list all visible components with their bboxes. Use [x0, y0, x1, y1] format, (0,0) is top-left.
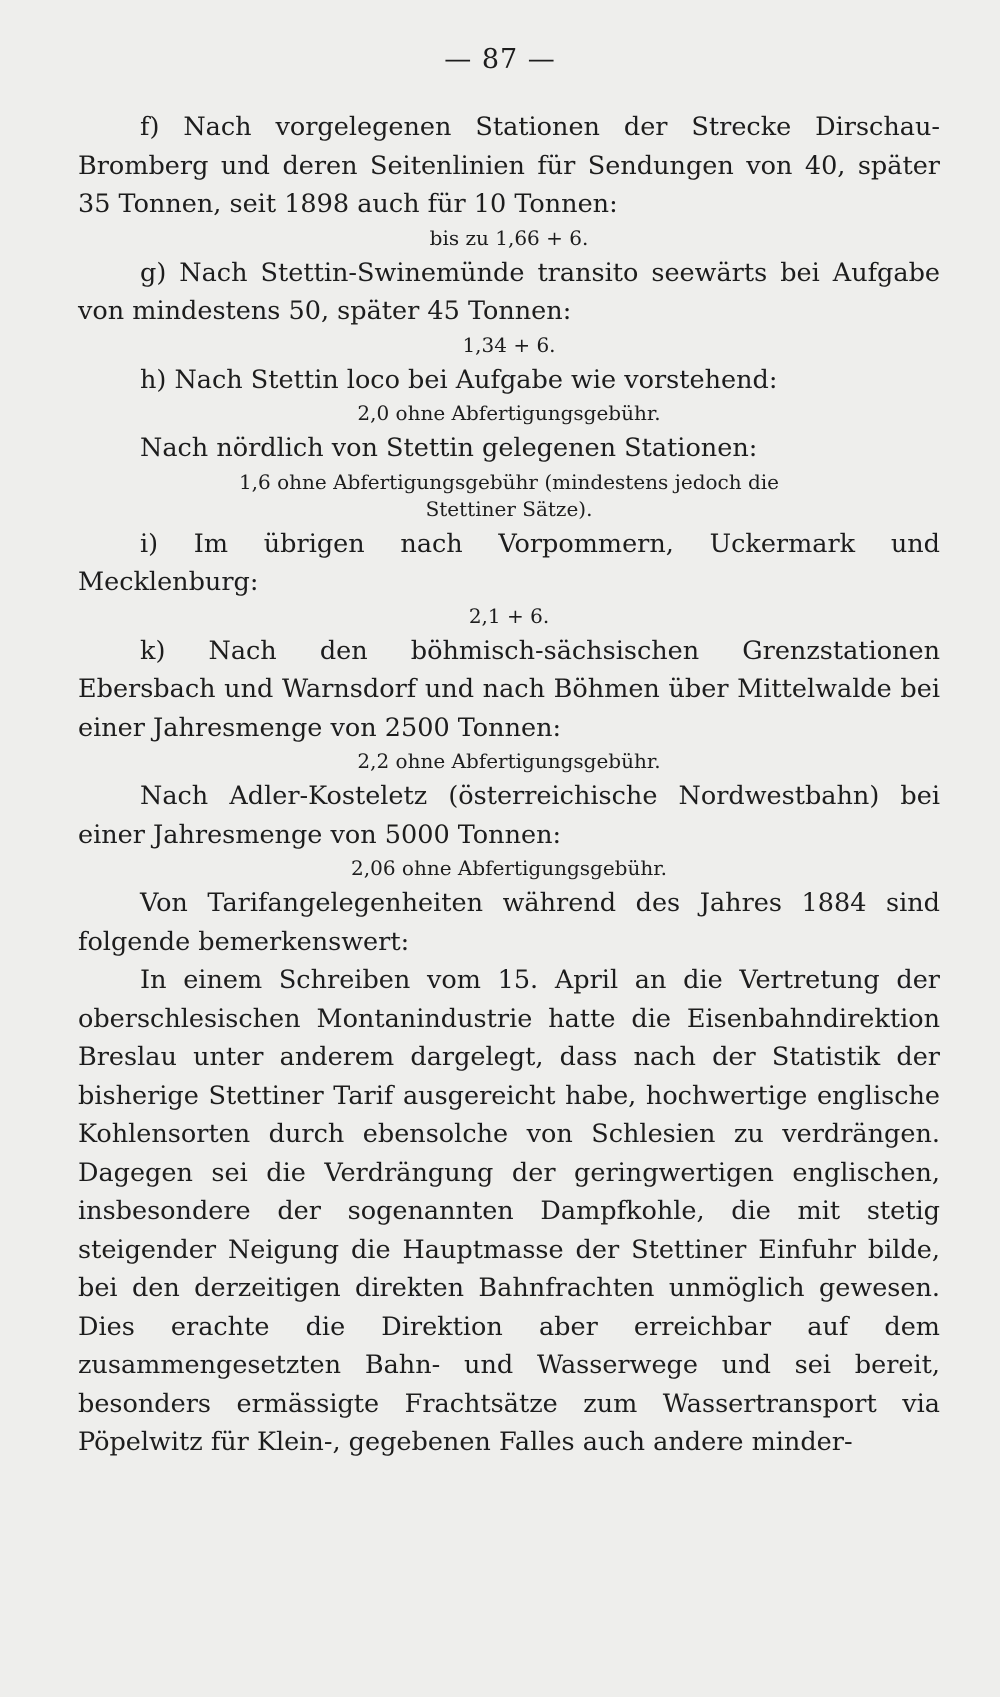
item-k-text: k) Nach den böhmisch-sächsischen Grenzstationen Ebersbach und Warnsdorf und nach Böhmen über Mittelwalde bei einer Jahresmenge von 2500 Tonnen:: [78, 635, 940, 743]
item-h-text: h) Nach Stettin loco bei Aufgabe wie vorstehend:: [140, 364, 778, 395]
item-g-text: g) Nach Stettin-Swinemünde transito seewärts bei Aufgabe von mindestens 50, später 45 Tonnen:: [78, 257, 940, 326]
item-f-text: f) Nach vorgelegenen Stationen der Strecke Dirschau-Bromberg und deren Seitenlinien für Sendungen von 40, später 35 Tonnen, seit 1898 auch für 10 Tonnen:: [78, 112, 940, 219]
page-number: — 87 —: [444, 44, 556, 75]
item-north-rate: 1,6 ohne Abfertigungsgebühr (mindestens jedoch die Stettiner Sätze).: [238, 469, 780, 521]
item-h-rate: 2,0 ohne Abfertigungsgebühr.: [357, 401, 661, 425]
item-north-text: Nach nördlich von Stettin gelegenen Stationen:: [140, 433, 758, 463]
paragraph-letter: In einem Schreiben vom 15. April an die Vertretung der oberschlesischen Montanindustrie hatte die Eisenbahndirektion Breslau unter anderem dargelegt, dass nach der Statistik der bisherige Stettiner Tarif ausgereicht habe, hochwertige englische Kohlensorten durch ebensolche von Schlesien zu verdrängen. Dagegen sei die Verdrängung der geringwertigen englischen, insbesondere der sogenannten Dampfkohle, die mit stetig steigender Neigung die Hauptmasse der Stettiner Einfuhr bilde, bei den derzeitigen direkten Bahnfrachten unmöglich gewesen. Dies erachte die Direktion aber erreichbar auf dem zusammengesetzten Bahn- und Wasserwege und sei bereit, besonders ermässigte Frachtsätze zum Wassertransport via Pöpelwitz für Klein-, gegebenen Falles auch andere minder-: [78, 965, 940, 1457]
page-text: [78, 108, 940, 1462]
item-f-rate: bis zu 1,66 + 6.: [429, 225, 589, 250]
item-g-rate: 1,34 + 6.: [462, 332, 556, 357]
item-i-text: i) Im übrigen nach Vorpommern, Uckermark und Mecklenburg:: [78, 528, 940, 597]
item-i-rate: 2,1 + 6.: [468, 603, 550, 628]
item-adler-rate: 2,06 ohne Abfertigungsgebühr.: [351, 856, 667, 880]
item-adler-text: Nach Adler-Kosteletz (österreichische Nordwestbahn) bei einer Jahresmenge von 5000 Tonnen:: [78, 781, 940, 850]
item-k-rate: 2,2 ohne Abfertigungsgebühr.: [357, 749, 661, 773]
paragraph-1884: Von Tarifangelegenheiten während des Jahres 1884 sind folgende bemerkenswert:: [78, 888, 940, 957]
